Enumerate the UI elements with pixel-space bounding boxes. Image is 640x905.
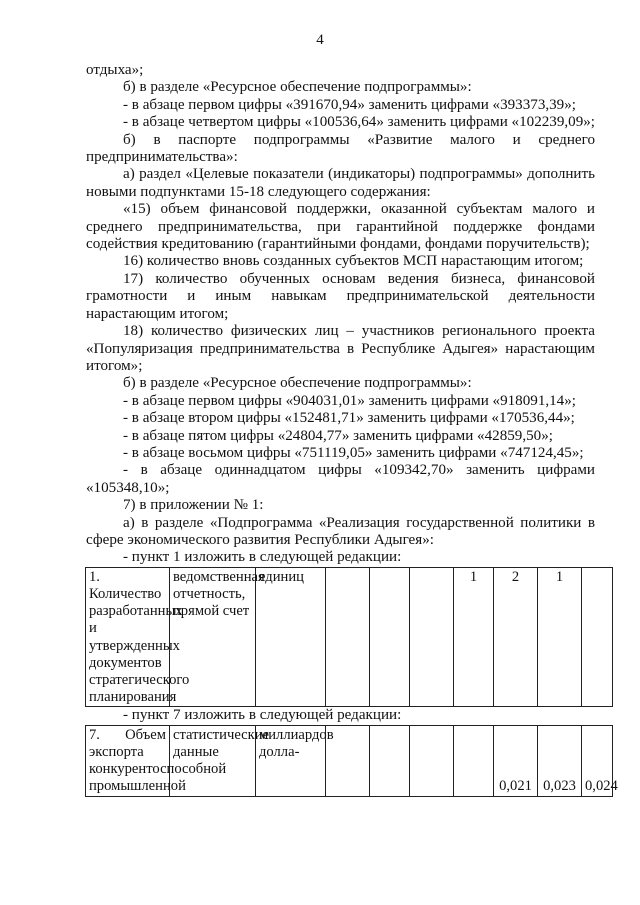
value-cell-3 xyxy=(410,725,454,796)
paragraph-8: 17) количество обученных основам ведения бизнеса, финансовой грамотности и иным навыкам предпринимательской деятельности нарастающим итогом; xyxy=(86,270,595,322)
table2-heading: - пункт 7 изложить в следующей редакции: xyxy=(123,707,402,724)
value-cell-1 xyxy=(326,567,370,707)
paragraph-17: а) в разделе «Подпрограмма «Реализация государственной политики в сфере экономического развития Республики Адыгея»: xyxy=(86,514,595,548)
paragraph-4: б) в паспорте подпрограммы «Развитие малого и среднего предпринимательства»: xyxy=(86,131,595,166)
unit-cell: единиц xyxy=(256,567,326,707)
value-cell-4: 1 xyxy=(454,567,494,707)
paragraph-9: 18) количество физических лиц – участников регионального проекта «Популяризация предпринимательства в Республике Адыгея» нарастающим итогом»; xyxy=(86,323,595,374)
paragraph-6: «15) объем финансовой поддержки, оказанной субъектам малого и среднего предпринимательства, при гарантийной поддержке фондами содействия кредитованию (гарантийными фондами, фондами поручительств); xyxy=(86,201,595,253)
indicator-table-1 xyxy=(85,567,613,708)
value-cell-3 xyxy=(410,567,454,707)
paragraph-1: б) в разделе «Ресурсное обеспечение подпрограммы»: xyxy=(123,79,472,96)
paragraph-0: отдыха»; xyxy=(86,62,144,78)
source-cell: ведомственная отчетность, прямой счет xyxy=(170,567,256,707)
value-cell-5: 2 xyxy=(494,567,538,707)
value-cell-7: 0,024 xyxy=(582,725,613,796)
value-cell-2 xyxy=(370,567,410,707)
indicator-table-2 xyxy=(85,725,618,797)
paragraph-12: - в абзаце втором цифры «152481,71» заменить цифрами «170536,44»; xyxy=(123,410,575,427)
indicator-name-cell: 7. Объем экспорта конкурентоспособной промышленной xyxy=(86,725,170,796)
paragraph-14: - в абзаце восьмом цифры «751119,05» заменить цифрами «747124,45»; xyxy=(123,444,584,461)
value-cell-5: 0,021 xyxy=(494,725,538,796)
paragraph-2: - в абзаце первом цифры «391670,94» заменить цифрами «393373,39»; xyxy=(123,96,576,113)
indicator-name-cell: 1. Количество разработанных и утвержденных документов стратегического планирования xyxy=(86,567,170,707)
value-cell-7 xyxy=(582,567,613,707)
paragraph-5: а) раздел «Целевые показатели (индикаторы) подпрограммы» дополнить новыми подпунктами 15-18 следующего содержания: xyxy=(86,166,595,200)
paragraph-16: 7) в приложении № 1: xyxy=(123,497,264,514)
paragraph-13: - в абзаце пятом цифры «24804,77» заменить цифрами «42859,50»; xyxy=(123,427,553,444)
paragraph-10: б) в разделе «Ресурсное обеспечение подпрограммы»: xyxy=(123,375,472,392)
page-number: 4 xyxy=(316,32,324,48)
table-row xyxy=(86,725,613,796)
unit-cell: миллиардов долла- xyxy=(256,725,326,796)
table1-heading: - пункт 1 изложить в следующей редакции: xyxy=(123,549,402,566)
paragraph-7: 16) количество вновь созданных субъектов МСП нарастающим итогом; xyxy=(123,253,584,270)
table-row xyxy=(86,567,613,707)
value-cell-2 xyxy=(370,725,410,796)
paragraph-11: - в абзаце первом цифры «904031,01» заменить цифрами «918091,14»; xyxy=(123,392,576,409)
source-cell: статистические данные xyxy=(170,725,256,796)
value-cell-6: 1 xyxy=(538,567,582,707)
document-body xyxy=(86,62,618,797)
paragraph-3: - в абзаце четвертом цифры «100536,64» заменить цифрами «102239,09»; xyxy=(123,114,595,131)
value-cell-4 xyxy=(454,725,494,796)
paragraph-15: - в абзаце одиннадцатом цифры «109342,70» заменить цифрами «105348,10»; xyxy=(86,462,595,496)
value-cell-6: 0,023 xyxy=(538,725,582,796)
